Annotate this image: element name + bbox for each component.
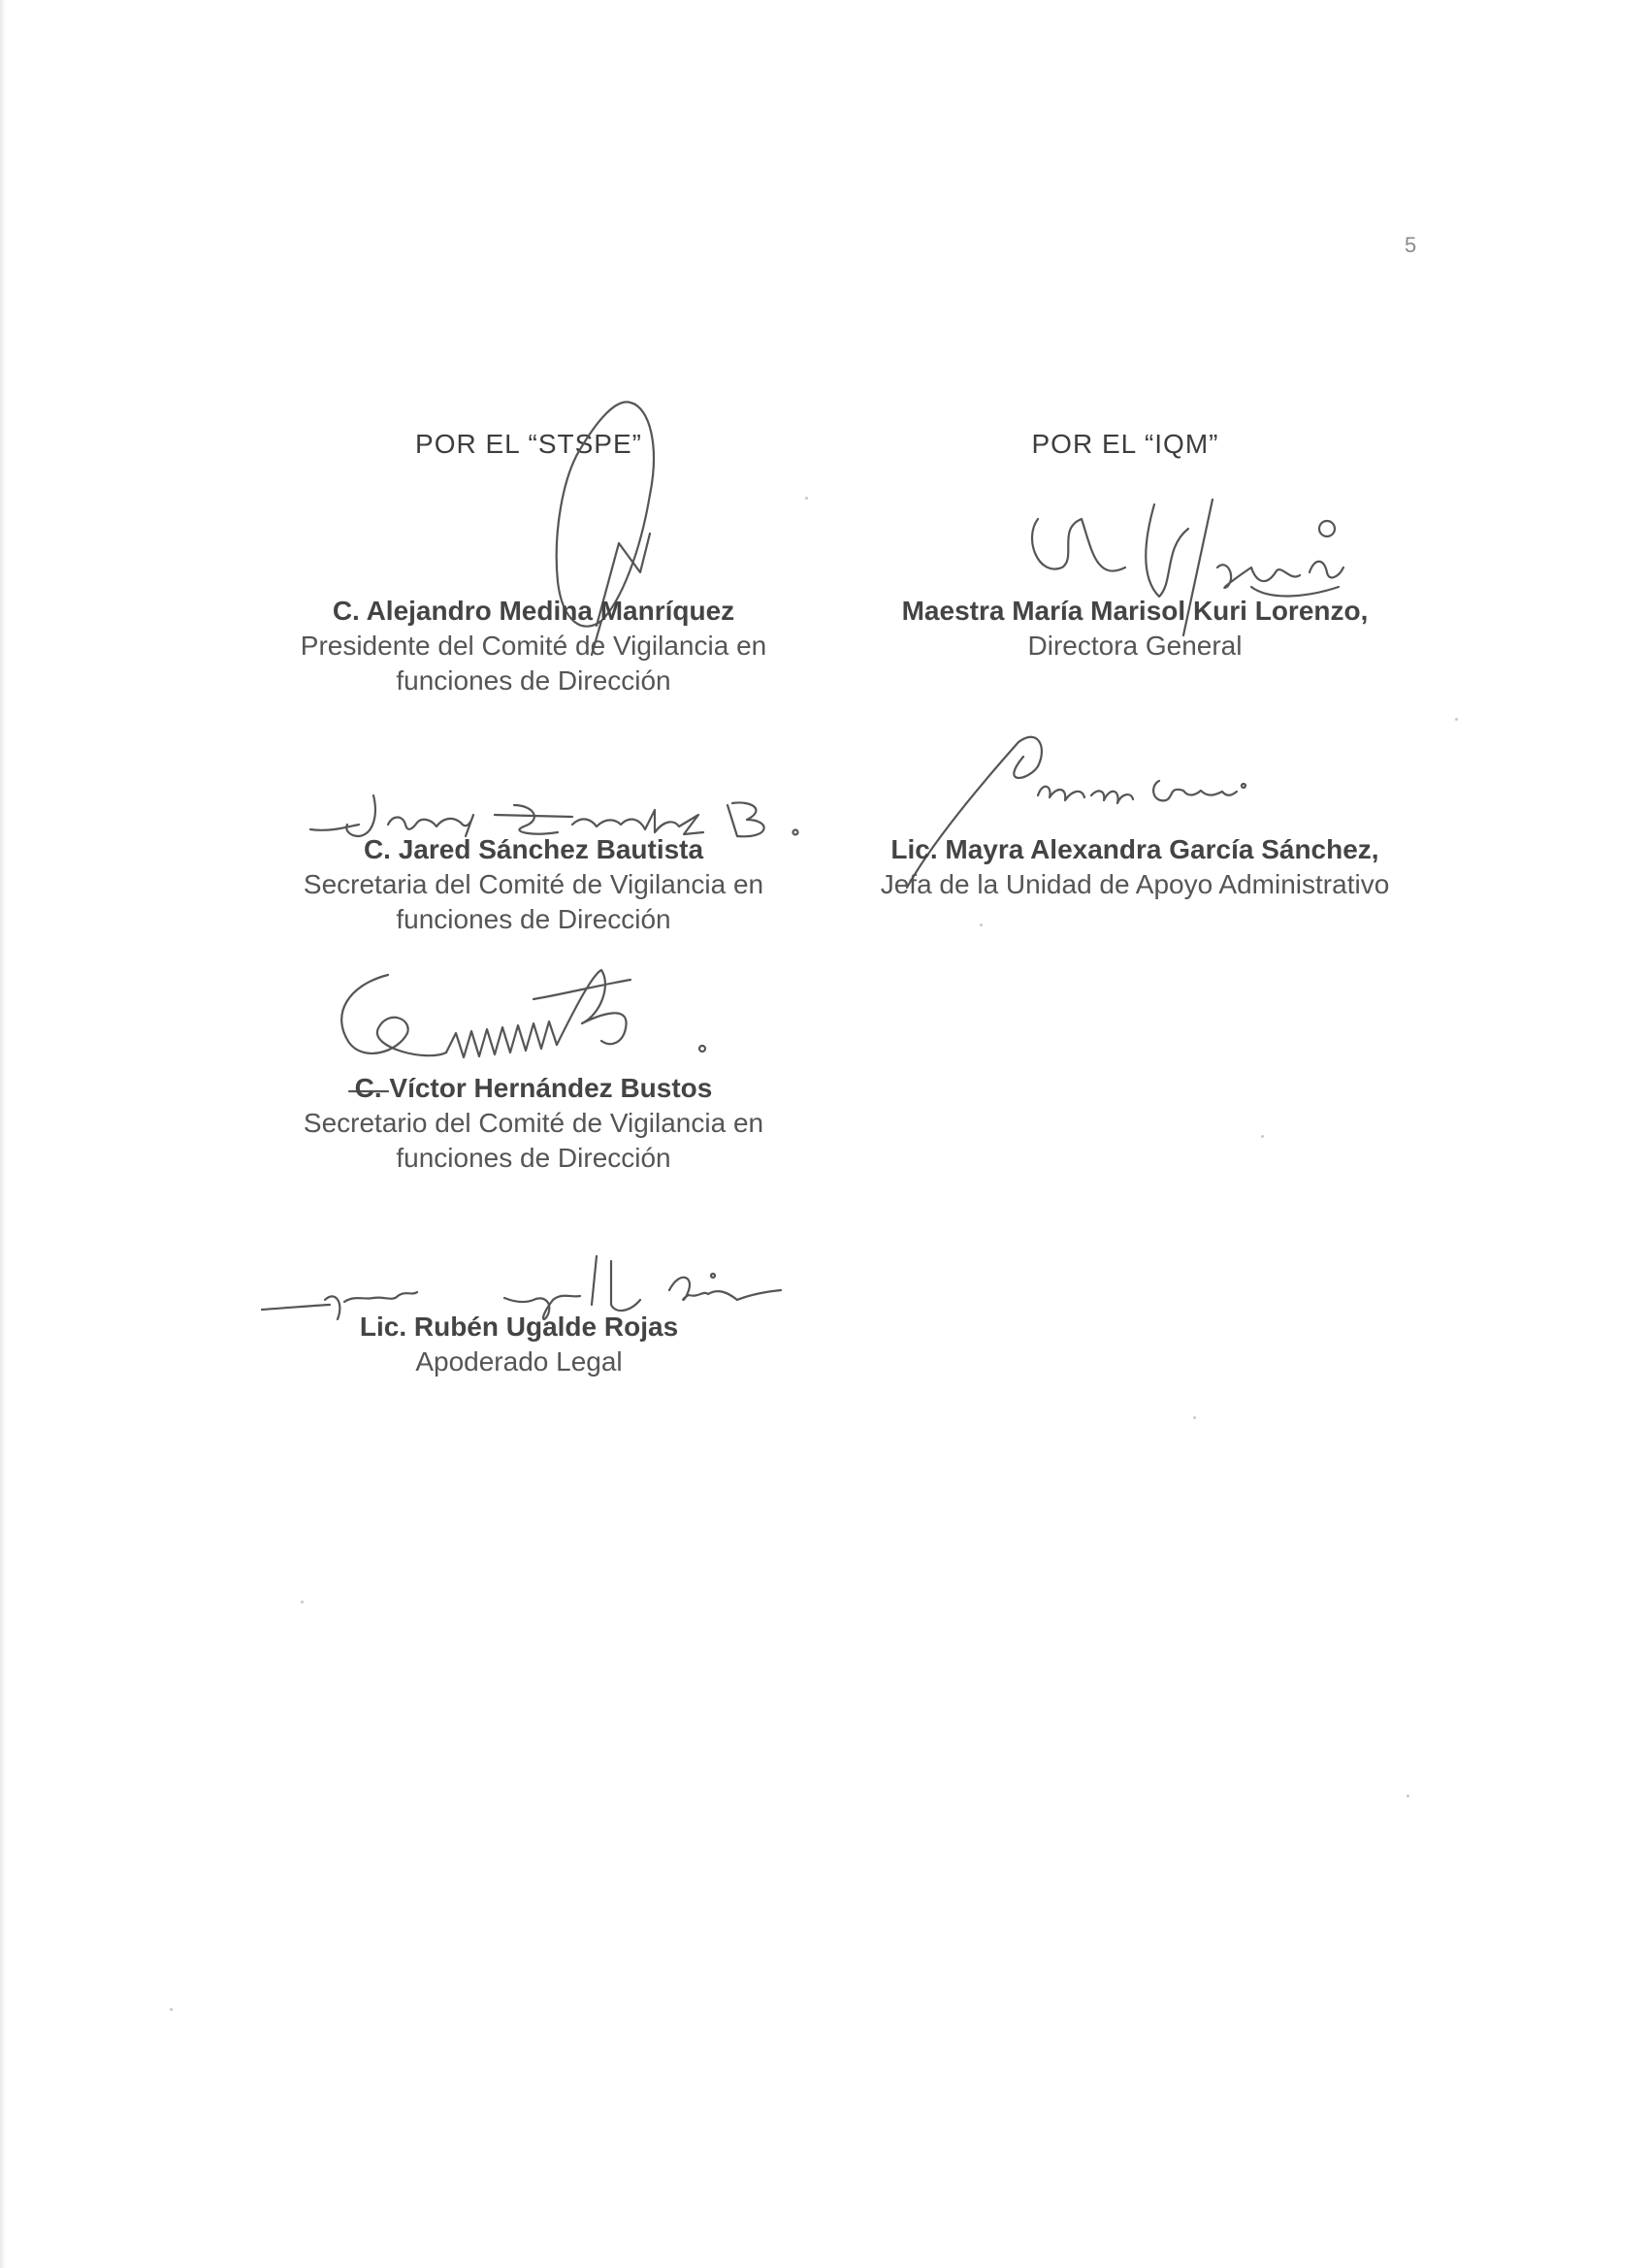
signatory-kuri — [805, 594, 1465, 664]
signatory-name: Lic. Mayra Alexandra García Sánchez, — [890, 834, 1379, 864]
signatory-role: funciones de Dirección — [396, 1143, 671, 1173]
signatory-role: Apoderado Legal — [415, 1346, 623, 1377]
signatory-hernandez — [194, 1071, 873, 1176]
page-number: 5 — [1405, 233, 1417, 257]
scan-speck — [1193, 1416, 1196, 1419]
signatory-ugalde — [291, 1310, 747, 1379]
signatory-role: Secretario del Comité de Vigilancia en — [303, 1108, 764, 1138]
scan-speck — [980, 923, 983, 926]
signatory-name: C. Jared Sánchez Bautista — [363, 834, 704, 864]
signatory-role: Secretaria del Comité de Vigilancia en — [303, 869, 764, 899]
signatory-garcia — [805, 832, 1465, 902]
signatory-name: C. Alejandro Medina Manríquez — [332, 596, 735, 626]
scan-speck — [301, 1601, 304, 1604]
scan-speck — [805, 497, 808, 500]
signatory-name: Maestra María Marisol Kuri Lorenzo, — [901, 596, 1369, 626]
page-edge-shadow — [0, 0, 6, 2268]
party-heading-iqm: POR EL “IQM” — [1031, 429, 1219, 459]
scan-speck — [1455, 718, 1458, 721]
party-heading-stspe: POR EL “STSPE” — [415, 429, 642, 459]
signatory-role: funciones de Dirección — [396, 665, 671, 696]
scan-speck — [1261, 1135, 1264, 1138]
scan-speck — [1406, 1795, 1409, 1798]
signatory-name: C. Víctor Hernández Bustos — [354, 1073, 713, 1103]
signatory-sanchez — [194, 832, 873, 937]
signatory-name: Lic. Rubén Ugalde Rojas — [359, 1312, 679, 1342]
signatory-medina — [194, 594, 873, 698]
signatory-role: funciones de Dirección — [396, 904, 671, 934]
signatory-role: Jefa de la Unidad de Apoyo Administrativo — [880, 869, 1390, 899]
signatory-role: Directora General — [1027, 631, 1243, 661]
scan-speck — [170, 2008, 173, 2011]
signatory-role: Presidente del Comité de Vigilancia en — [300, 631, 767, 661]
